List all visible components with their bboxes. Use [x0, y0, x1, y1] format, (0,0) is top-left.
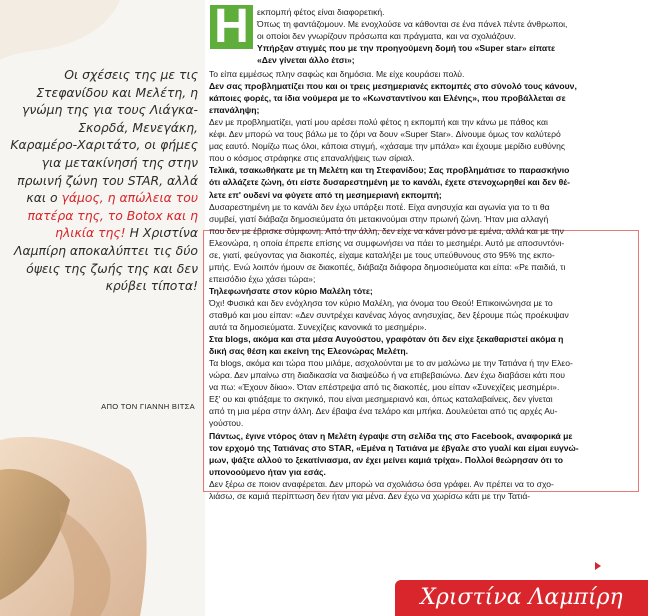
drop-cap: Η [210, 5, 253, 49]
article-answer-line: από τη μια μέρα στην άλλη. Δεν έβαψα ένα τελάρο και μπήκα. Δουλεύεται από τις αρχές Αυ- [209, 406, 558, 417]
article-answer-line: που δεν με έβρισκε σύμφωνη. Από την άλλη, δεν είχε να κάνει μόνο με εμένα, αλλά και με την [209, 225, 564, 236]
article-answer-line: οι οποίοι δεν γνωρίζουν πρόσωπα και πράγματα, και να σχολιάζουν. [257, 31, 517, 42]
article-question-line: κάποιες φορές, τα ίδια νούμερα με το «Κωνσταντίνου και Ελένης», που προβάλλεται σε [209, 93, 566, 104]
article-answer-line: αυτά τα δημοσιεύματα. Συνεχίζεις κανονικά το μεσημέρι». [209, 322, 427, 333]
author-byline: ΑΠΟ ΤΟΝ ΓΙΑΝΝΗ ΒΙΤΣΑ [101, 402, 195, 411]
intro-text-part-1: Οι σχέσεις της με τις Στεφανίδου και Μελέτη, η γνώμη της για τους Λιάγκα-Σκορδά, Μενεγάκη, Καραμέρο-Χαριτάτο, οι φήμες για μετακίνησή της στην πρωινή ζώνη του STAR, αλλά και ο [10, 67, 198, 206]
article-answer-line: Ελεονώρα, η οποία έπρεπε επίσης να συμφωνήσει να πάει το μεσημέρι. Αυτό με αποσυντόνι- [209, 237, 565, 248]
article-answer-line: μας εαυτό. Νομίζω πως όλοι, κάποια στιγμή, «χάσαμε την μπάλα» και έχουμε μερίδιο ευθύνης [209, 141, 566, 152]
article-question-line: Στα blogs, ακόμα και στα μέσα Αυγούστου, γραφόταν ότι δεν είχε ξεκαθαριστεί ακόμα η [209, 334, 564, 345]
article-answer-line: γούστου. [209, 418, 244, 429]
article-question-line: μων, ψάξτε αλλού το ξεκατίνιασμα, αν έχει μείνει καμιά τρίχα». Πολλοί θεώρησαν ότι το [209, 454, 564, 465]
intro-text-part-2: Η Χριστίνα Λαμπίρη αποκαλύπτει τις δύο όψεις της ζωής της και δεν κρύβει τίποτα! [14, 225, 198, 294]
article-answer-line: κέφι. Δεν μπορώ να τους βάλω με το ζόρι να δουν «Super Star». Δίνουμε όμως τον καλύτερό [209, 129, 561, 140]
article-answer-line: νώρα. Δεν μπαίνω στη διαδικασία να διαψεύδω ή να επιβεβαιώνω. Δεν έχω διαβάσει κάτι που [209, 370, 565, 381]
article-answer-line: συμβεί, γιατί διάβαζα δημοσιεύματα ότι μετακινούμαι στην πρωινή ζώνη. Ήταν μια αλλαγή [209, 213, 549, 224]
article-answer-line: λιάσω, σε καμιά περίπτωση δεν ήταν για μένα. Δεν έχω να χωρίσω κάτι με την Τατιά- [209, 490, 531, 501]
intro-standfirst [8, 66, 198, 295]
continue-arrow-icon [595, 562, 601, 570]
article-question-line: επανάληψη; [209, 105, 260, 116]
article-answer-line: Όπως τη φαντάζομουν. Με ενοχλούσε να κάθονται σε ένα πάνελ πέντε άνθρωποι, [257, 19, 568, 30]
article-question-line: Τελικά, τσακωθήκατε με τη Μελέτη και τη Στεφανίδου; Σας προβλημάτισε το παρασκήνιο [209, 165, 570, 176]
article-answer-line: σταθμό και μου είπαν: «Δεν συντρέχει κανένας λόγος ανησυχίας, δεν ξέρουμε πώς προέκυψαν [209, 310, 569, 320]
article-answer-line: Δυσαρεστημένη με το κανάλι δεν έχω υπάρξει ποτέ. Είχα ανησυχία και αγωνία για το τι θα [209, 201, 550, 212]
article-answer-line: να πω: «Έχουν δίκιο». Όταν επέστρεψα από τις διακοπές, μου είπαν «Συνεχίζεις μεσημέρι». [209, 382, 560, 393]
article-question-line: λετε επ' ουδενί να φύγετε από τη μεσημεριανή εκπομπή; [209, 189, 442, 200]
article-body [205, 0, 648, 616]
article-answer-line: επεισόδιο έχω χάσει τώρα»; [209, 273, 316, 284]
article-question-line: ότι αλλάζετε ζώνη, ότι είστε δυσαρεστημένη με το κανάλι, έχετε στενοχωρηθεί και δεν θέ- [209, 177, 571, 188]
article-answer-line: μπής. Ενώ λοιπόν ήμουν σε διακοπές, διάβαζα διάφορα δημοσιεύματα και είπα: «Ρε παιδιά, τι [209, 261, 566, 272]
article-question-line: Τηλεφωνήσατε στον κύριο Μαλέλη τότε; [209, 285, 373, 296]
article-question-line: «Δεν γίνεται άλλο έτσι»; [257, 55, 355, 66]
article-answer-line: εκπομπή φέτος είναι διαφορετική. [257, 7, 385, 17]
intro-highlight: γάμος, η απώλεια του πατέρα της, το Botox και η ηλικία της! [27, 190, 198, 241]
article-answer-line: Το είπα εμμέσως πλην σαφώς και δημόσια. Με είχε κουράσει πολύ. [209, 69, 465, 79]
article-answer-line: Τα blogs, ακόμα και τώρα που μιλάμε, ασχολούνται με το αν μαλώνω με την Τατιάνα ή την Ελεο- [209, 358, 573, 369]
article-answer-line: που ο κόσμος στράφηκε στις επαναλήψεις των σίριαλ. [209, 153, 415, 164]
article-answer-line: Εξ' ου και φτιάξαμε το σκηνικό, που είναι μεσημεριανό και, όπως καταλαβαίνεις, δεν γίνεται [209, 394, 553, 405]
article-answer-line: σε, γιατί, φεύγοντας για διακοπές, είχαμε καταλήξει με τους υπεύθυνους στο 95% της εκπο- [209, 249, 555, 260]
article-answer-line: Δεν ξέρω σε ποιον αναφέρεται. Δεν μπορώ να σχολιάσω όσα γράφει. Αν πρέπει να το σχο- [209, 478, 554, 489]
article-question-line: τον ερχομό της Τατιάνας στο STAR, «Εμένα η Τατιάνα με έβγαλε στο γυαλί και είμαι ευγνώ- [209, 442, 579, 453]
article-question-line: Υπήρξαν στιγμές που με την προηγούμενη δομή του «Super star» είπατε [257, 43, 556, 54]
article-question-line: υπονοούμενο ήταν για εσάς. [209, 466, 326, 477]
intro-photo-panel [0, 0, 205, 616]
article-question-line: δική σας θέση και εκείνη της Ελεονώρας Μελέτη. [209, 346, 409, 357]
article-question-line: Δεν σας προβληματίζει που και οι τρεις μεσημεριανές εκπομπές στο σύνολό τους κάνουν, [209, 81, 577, 92]
name-banner: Χριστίνα Λαμπίρη [395, 580, 648, 616]
article-answer-line: Όχι! Φυσικά και δεν ενόχλησα τον κύριο Μαλέλη, για όνομα του Θεού! Επικοινώνησα με το [209, 297, 553, 308]
article-question-line: Πάντως, έγινε ντόρος όταν η Μελέτη έγραψε στη σελίδα της στο Facebook, αναφορικά με [209, 430, 573, 441]
article-answer-line: Δεν με προβληματίζει, γιατί μου αρέσει πολύ φέτος η εκπομπή και την κάνω με πάθος και [209, 117, 548, 128]
